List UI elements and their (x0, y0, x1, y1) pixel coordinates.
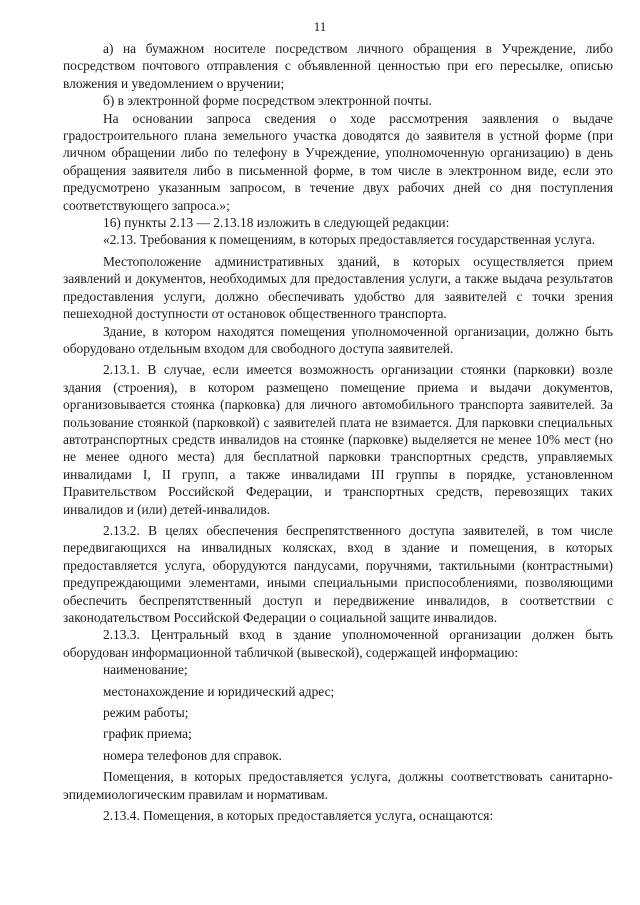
list-item: график приема; (103, 726, 192, 742)
paragraph-2-13-2-accessibility: 2.13.2. В целях обеспечения беспрепятственного доступа заявителей, в том числе передвигающихся на инвалидных колясках, вход в здание и помещения, в которых предоставляется услуга, оборудуются пандусами, поручнями, тактильными (контрастными) предупреждающими элементами, иными специальными приспособлениями, позволяющими обеспечить беспрепятственный доступ и передвижение инвалидов, в соответствии с законодательством Российской Федерации о социальной защите инвалидов. (63, 522, 613, 625)
paragraph-building-entrance: Здание, в котором находятся помещения уполномоченной организации, должно быть оборудовано отдельным входом для свободного доступа заявителей. (63, 323, 613, 356)
list-item: номера телефонов для справок. (103, 747, 283, 763)
list-item: местонахождение и юридический адрес; (103, 683, 335, 699)
paragraph-delivery-email: б) в электронной форме посредством электронной почты. (103, 93, 432, 109)
paragraph-amendment-16: 16) пункты 2.13 — 2.13.18 изложить в следующей редакции: (103, 215, 450, 231)
list-item: режим работы; (103, 705, 189, 721)
page-number: 11 (313, 19, 327, 34)
list-item: наименование; (103, 662, 188, 678)
paragraph-2-13-3-signboard: 2.13.3. Центральный вход в здание уполномоченной организации должен быть оборудован информационной табличкой (вывеской), содержащей информацию: (63, 627, 613, 660)
paragraph-delivery-paper: а) на бумажном носителе посредством личного обращения в Учреждение, либо посредством почтового отправления с объявленной ценностью при его пересылке, описью вложения и уведомлением о вручении; (63, 41, 613, 91)
paragraph-request-status: На основании запроса сведения о ходе рассмотрения заявления о выдаче градостроительного плана земельного участка доводятся до заявителя в устной форме (при личном обращении либо по телефону в Учреждение, уполномоченную организацию) в день обращения заявителя либо в письменной форме, в том числе в электронном виде, если это предусмотрено указанным запросом, в течение двух рабочих дней со дня поступления соответствующего запроса.»; (63, 110, 613, 213)
document-body (63, 40, 613, 824)
paragraph-location: Местоположение административных зданий, в которых осуществляется прием заявлений и документов, необходимых для предоставления услуги, а также выдача результатов предоставления услуги, должно обеспечивать удобство для заявителей с точки зрения пешеходной доступности от остановок общественного транспорта. (63, 253, 613, 322)
paragraph-2-13-heading: «2.13. Требования к помещениям, в которых предоставляется государственная услуга. (103, 232, 596, 248)
paragraph-2-13-1-parking: 2.13.1. В случае, если имеется возможность организации стоянки (парковки) возле здания (строения), в котором размещено помещение приема и выдачи документов, организовывается стоянка (парковка) для личного автомобильного транспорта заявителей. За пользование стоянкой (парковкой) с заявителей плата не взимается. Для парковки специальных автотранспортных средств инвалидов на стоянке (парковке) выделяется не менее 10% мест (но не менее одного места) для бесплатной парковки транспортных средств, управляемых инвалидами I, II групп, а также инвалидами III группы в порядке, установленном Правительством Российской Федерации, и транспортных средств, перевозящих таких инвалидов и (или) детей-инвалидов. (63, 362, 613, 517)
paragraph-2-13-4-equipment: 2.13.4. Помещения, в которых предоставляется услуга, оснащаются: (103, 808, 494, 824)
paragraph-sanitary-rules: Помещения, в которых предоставляется услуга, должны соответствовать санитарно-эпидемиологическим правилам и нормативам. (63, 769, 613, 802)
